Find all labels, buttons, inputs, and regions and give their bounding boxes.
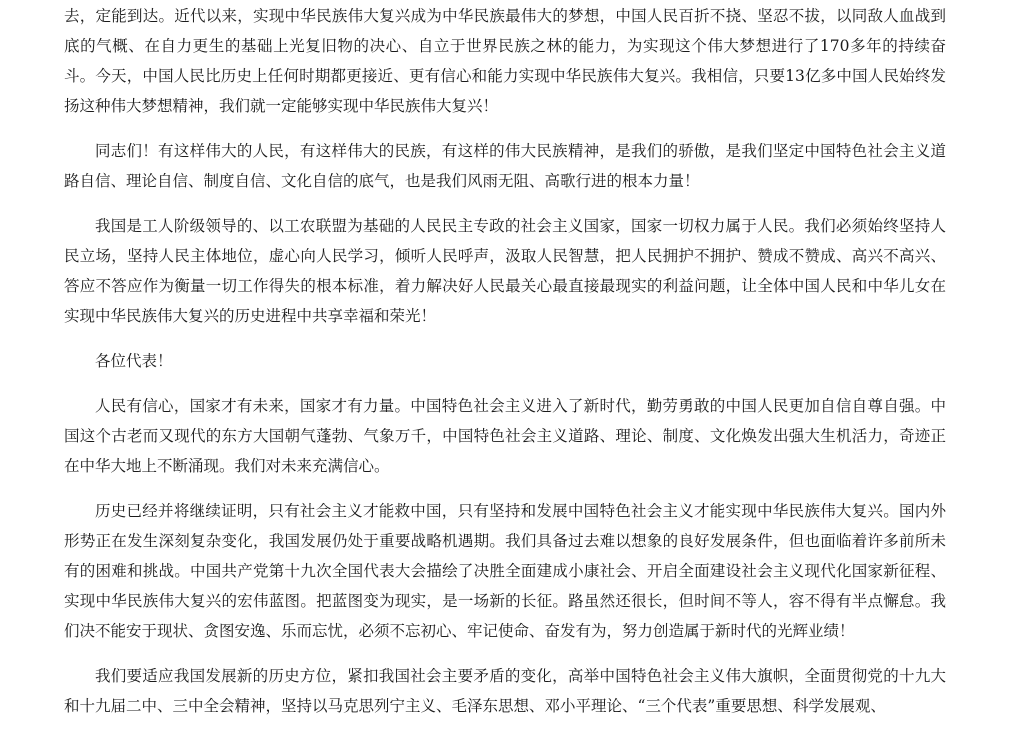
paragraph-salutation: 各位代表！ xyxy=(95,352,173,370)
paragraph-adapt: 我们要适应我国发展新的历史方位，紧扣我国社会主要矛盾的变化，高举中国特色社会主义伟大旗帜，全面贯彻党的十九大和十九届二中、三中全会精神，坚持以马克思列宁主义、毛泽东思想、邓小平理论、“三个代表”重要思想、科学发展观、 xyxy=(64,667,946,715)
paragraph-continued: 去，定能到达。近代以来，实现中华民族伟大复兴成为中华民族最伟大的梦想，中国人民百折不挠、坚忍不拔，以同敌人血战到底的气概、在自力更生的基础上光复旧物的决心、自立于世界民族之林的能力，为实现这个伟大梦想进行了170多年的持续奋斗。今天，中国人民比历史上任何时期都更接近、更有信心和能力实现中华民族伟大复兴。我相信，只要13亿多中国人民始终发扬这种伟大梦想精神，我们就一定能够实现中华民族伟大复兴！ xyxy=(64,7,946,115)
paragraph-people-state: 我国是工人阶级领导的、以工农联盟为基础的人民民主专政的社会主义国家，国家一切权力属于人民。我们必须始终坚持人民立场，坚持人民主体地位，虚心向人民学习，倾听人民呼声，汲取人民智慧，把人民拥护不拥护、赞成不赞成、高兴不高兴、答应不答应作为衡量一切工作得失的根本标准，着力解决好人民最关心最直接最现实的利益问题，让全体中国人民和中华儿女在实现中华民族伟大复兴的历史进程中共享幸福和荣光！ xyxy=(64,217,946,325)
paragraph-comrades: 同志们！有这样伟大的人民，有这样伟大的民族，有这样的伟大民族精神，是我们的骄傲，是我们坚定中国特色社会主义道路自信、理论自信、制度自信、文化自信的底气，也是我们风雨无阻、高歌行进的根本力量！ xyxy=(64,142,946,190)
article-body xyxy=(64,1,946,736)
paragraph-history: 历史已经并将继续证明，只有社会主义才能救中国，只有坚持和发展中国特色社会主义才能实现中华民族伟大复兴。国内外形势正在发生深刻复杂变化，我国发展仍处于重要战略机遇期。我们具备过去难以想象的良好发展条件，但也面临着许多前所未有的困难和挑战。中国共产党第十九次全国代表大会描绘了决胜全面建成小康社会、开启全面建设社会主义现代化国家新征程、实现中华民族伟大复兴的宏伟蓝图。把蓝图变为现实，是一场新的长征。路虽然还很长，但时间不等人，容不得有半点懈怠。我们决不能安于现状、贪图安逸、乐而忘忧，必须不忘初心、牢记使命、奋发有为，努力创造属于新时代的光辉业绩！ xyxy=(64,502,946,640)
paragraph-confidence: 人民有信心，国家才有未来，国家才有力量。中国特色社会主义进入了新时代，勤劳勇敢的中国人民更加自信自尊自强。中国这个古老而又现代的东方大国朝气蓬勃、气象万千，中国特色社会主义道路、理论、制度、文化焕发出强大生机活力，奇迹正在中华大地上不断涌现。我们对未来充满信心。 xyxy=(64,397,946,475)
